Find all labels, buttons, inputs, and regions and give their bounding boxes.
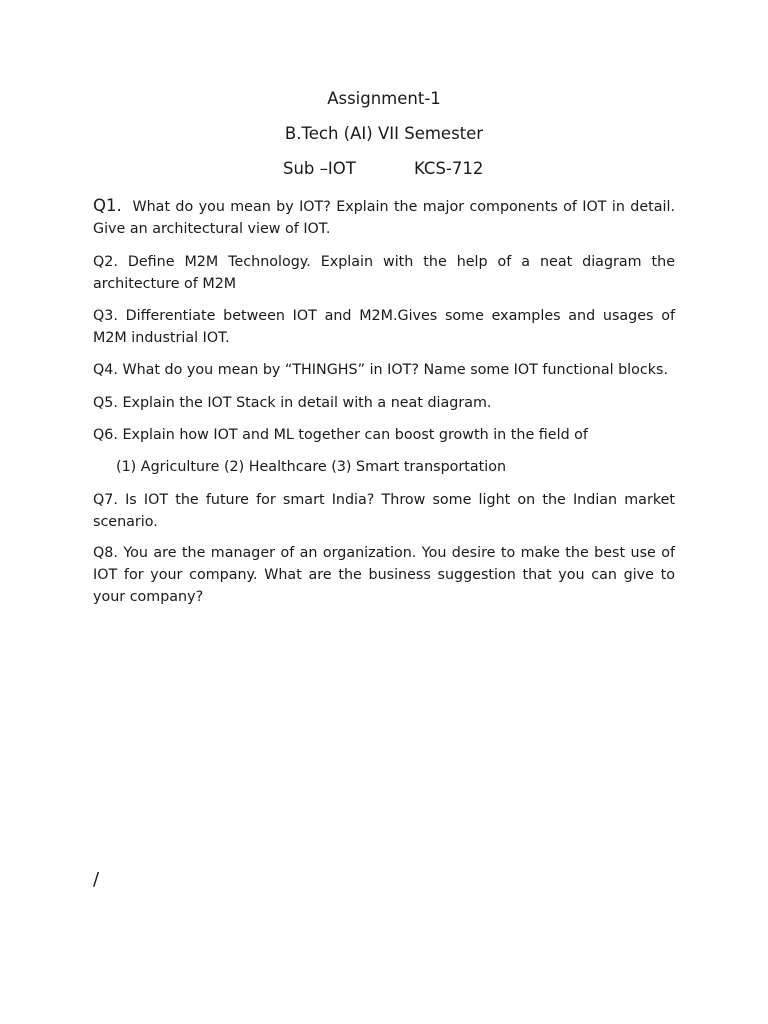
question-7-label: Q7. xyxy=(93,492,118,508)
footer-slash-mark: / xyxy=(93,869,100,890)
question-3-text: Differentiate between IOT and M2M.Gives some examples and usages of M2M industrial IOT. xyxy=(93,308,675,346)
subject-text: Sub –IOT xyxy=(283,159,356,178)
question-8-label: Q8. xyxy=(93,545,118,561)
question-5-label: Q5. xyxy=(93,395,118,411)
course-text: B.Tech (AI) VII Semester xyxy=(284,124,484,143)
question-6 xyxy=(93,424,675,446)
question-5 xyxy=(93,392,675,414)
question-1-text: What do you mean by IOT? Explain the major components of IOT in detail. Give an architectural view of IOT. xyxy=(93,199,675,237)
question-6-label: Q6. xyxy=(93,427,118,443)
question-4 xyxy=(93,359,675,381)
question-6-text: Explain how IOT and ML together can boost growth in the field of xyxy=(122,427,588,443)
question-4-label: Q4. xyxy=(93,362,118,378)
question-6-options xyxy=(116,456,676,478)
question-8 xyxy=(93,542,675,608)
assignment-title-text: Assignment-1 xyxy=(327,89,441,108)
question-2-text: Define M2M Technology. Explain with the help of a neat diagram the architecture of M2M xyxy=(93,254,675,292)
question-3 xyxy=(93,305,675,349)
question-7-text: Is IOT the future for smart India? Throw some light on the Indian market scenario. xyxy=(93,492,675,530)
question-7 xyxy=(93,489,675,533)
question-4-text: What do you mean by “THINGHS” in IOT? Name some IOT functional blocks. xyxy=(122,362,669,378)
question-1 xyxy=(93,195,675,240)
assignment-title xyxy=(0,88,768,110)
question-8-text: You are the manager of an organization. You desire to make the best use of IOT for your company. What are the business suggestion that you can give to your company? xyxy=(93,545,676,605)
course-line xyxy=(0,123,768,145)
question-3-label: Q3. xyxy=(93,308,118,324)
question-5-text: Explain the IOT Stack in detail with a neat diagram. xyxy=(122,395,492,411)
subject-code: KCS-712 xyxy=(414,159,484,178)
question-2 xyxy=(93,251,675,295)
question-2-label: Q2. xyxy=(93,254,118,270)
question-1-label: Q1. xyxy=(93,196,122,215)
question-6-options-text: (1) Agriculture (2) Healthcare (3) Smart transportation xyxy=(116,459,507,475)
